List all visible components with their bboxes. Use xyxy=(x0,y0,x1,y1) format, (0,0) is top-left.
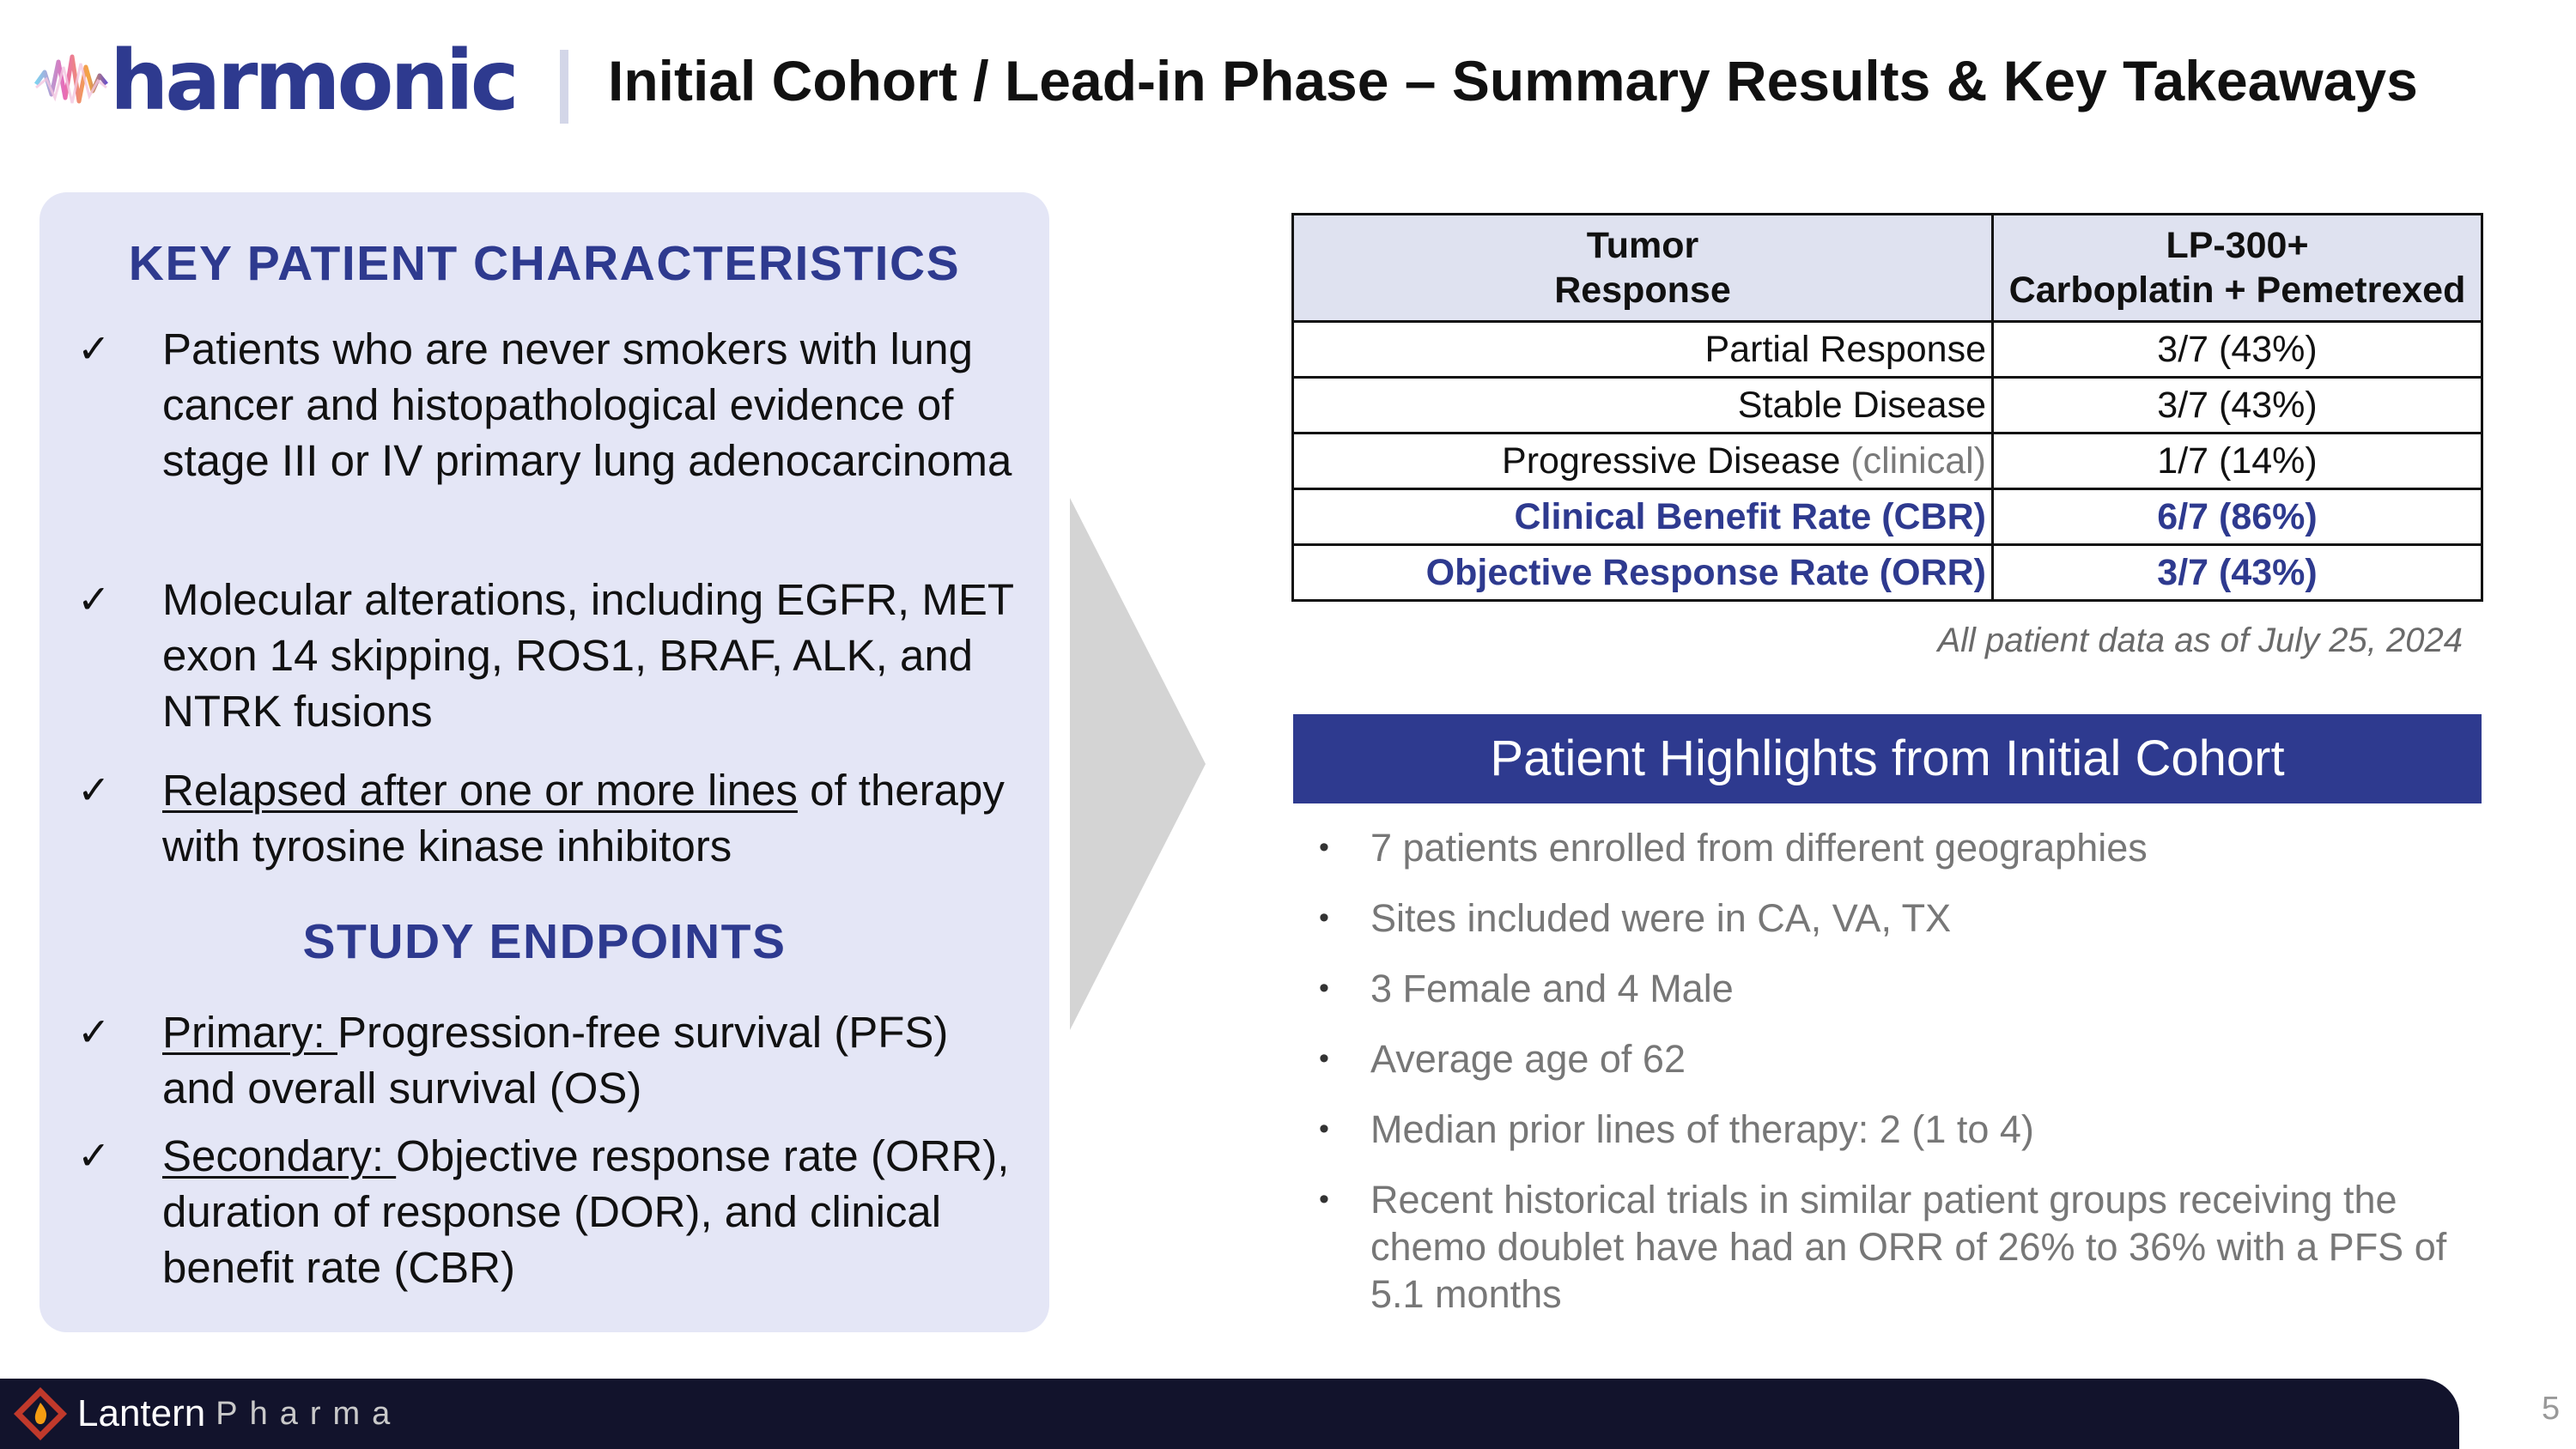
checkmark-icon: ✓ xyxy=(77,576,111,622)
title-divider xyxy=(560,50,568,124)
header-text: LP-300+ xyxy=(2166,225,2309,266)
table-row xyxy=(1293,322,2482,378)
page-title: Initial Cohort / Lead-in Phase – Summary Results & Key Takeaways xyxy=(608,49,2418,112)
underlined-text: Relapsed after one or more lines xyxy=(162,766,798,815)
list-item-text: Sites included were in CA, VA, TX xyxy=(1370,896,1952,940)
lantern-flame-icon xyxy=(12,1385,69,1442)
waveform-icon xyxy=(34,46,108,115)
table-header-row xyxy=(1293,215,2482,322)
table-header-tumor-response xyxy=(1293,215,1993,322)
lantern-pharma-logo xyxy=(12,1384,402,1444)
bullet-icon: • xyxy=(1319,1113,1329,1145)
endpoint-text xyxy=(162,1004,1030,1116)
row-value: 6/7 (86%) xyxy=(1993,489,2482,545)
endpoint-description: Progression-free survival (PFS) and overall survival (OS) xyxy=(162,1008,949,1113)
table-row xyxy=(1293,378,2482,433)
endpoints-heading: STUDY ENDPOINTS xyxy=(302,914,787,969)
checkmark-icon: ✓ xyxy=(77,767,111,813)
bullet-icon: • xyxy=(1319,1042,1329,1075)
patient-characteristics-panel xyxy=(39,192,1049,1332)
page-number: 5 xyxy=(2542,1391,2561,1427)
checkmark-icon: ✓ xyxy=(77,1132,111,1179)
endpoint-item xyxy=(77,1004,1030,1116)
characteristic-rest: of therapy with tyrosine kinase inhibitors xyxy=(162,766,1005,870)
bullet-icon: • xyxy=(1319,901,1329,934)
checkmark-icon: ✓ xyxy=(77,1009,111,1055)
row-value: 1/7 (14%) xyxy=(1993,433,2482,489)
list-item xyxy=(1309,824,2459,871)
row-label: Partial Response xyxy=(1293,322,1993,378)
checkmark-icon: ✓ xyxy=(77,325,111,372)
row-label-text: Progressive Disease xyxy=(1502,440,1851,482)
row-label: Objective Response Rate (ORR) xyxy=(1293,545,1993,601)
row-value: 3/7 (43%) xyxy=(1993,322,2482,378)
tumor-response-table xyxy=(1291,213,2483,602)
header-text: Response xyxy=(1554,270,1731,311)
endpoint-item xyxy=(77,1128,1030,1295)
endpoint-label: Secondary: xyxy=(162,1131,397,1180)
data-date-footnote: All patient data as of July 25, 2024 xyxy=(1937,621,2463,659)
list-item xyxy=(1309,1176,2459,1318)
footer-brand-name: Lantern xyxy=(77,1392,206,1434)
list-item xyxy=(1309,1106,2459,1153)
header-text: Carboplatin + Pemetrexed xyxy=(2008,270,2466,311)
row-value: 3/7 (43%) xyxy=(1993,378,2482,433)
row-label: Clinical Benefit Rate (CBR) xyxy=(1293,489,1993,545)
highlights-banner: Patient Highlights from Initial Cohort xyxy=(1293,714,2482,803)
list-item-text: Recent historical trials in similar patient groups receiving the chemo doublet have had an ORR of 26% to 36% with a PFS of 5.1 months xyxy=(1370,1178,2447,1316)
table-header-treatment xyxy=(1993,215,2482,322)
logo-wordmark: harmonic xyxy=(110,33,516,129)
bullet-icon: • xyxy=(1319,972,1329,1004)
list-item xyxy=(1309,894,2459,942)
row-label xyxy=(1293,433,1993,489)
harmonic-logo xyxy=(34,33,516,129)
header-text: Tumor xyxy=(1586,225,1699,266)
row-label-note: (clinical) xyxy=(1850,440,1986,482)
list-item-text: Median prior lines of therapy: 2 (1 to 4) xyxy=(1370,1107,2034,1151)
bullet-icon: • xyxy=(1319,831,1329,864)
characteristic-item xyxy=(77,572,1030,739)
footer-brand-suffix: Pharma xyxy=(216,1395,403,1432)
arrow-chevron-icon xyxy=(1070,498,1206,1030)
characteristic-text: Molecular alterations, including EGFR, MET exon 14 skipping, ROS1, BRAF, ALK, and NTRK fusions xyxy=(162,575,1014,736)
list-item xyxy=(1309,965,2459,1012)
list-item-text: 3 Female and 4 Male xyxy=(1370,967,1734,1010)
table-row xyxy=(1293,545,2482,601)
list-item-text: 7 patients enrolled from different geographies xyxy=(1370,826,2148,870)
characteristics-heading: KEY PATIENT CHARACTERISTICS xyxy=(128,236,961,291)
table-row xyxy=(1293,433,2482,489)
endpoint-label: Primary: xyxy=(162,1008,337,1057)
list-item-text: Average age of 62 xyxy=(1370,1037,1686,1081)
highlights-list xyxy=(1309,824,2459,1341)
characteristic-item xyxy=(77,762,1030,874)
characteristic-text xyxy=(162,762,1030,874)
characteristic-item xyxy=(77,321,1030,488)
bullet-icon: • xyxy=(1319,1183,1329,1216)
endpoint-text xyxy=(162,1128,1030,1295)
list-item xyxy=(1309,1035,2459,1082)
row-value: 3/7 (43%) xyxy=(1993,545,2482,601)
table-row xyxy=(1293,489,2482,545)
endpoint-description: Objective response rate (ORR), duration of response (DOR), and clinical benefit rate (CBR) xyxy=(162,1131,1010,1292)
characteristic-text: Patients who are never smokers with lung cancer and histopathological evidence of stage III or IV primary lung adenocarcinoma xyxy=(162,324,1012,485)
row-label: Stable Disease xyxy=(1293,378,1993,433)
